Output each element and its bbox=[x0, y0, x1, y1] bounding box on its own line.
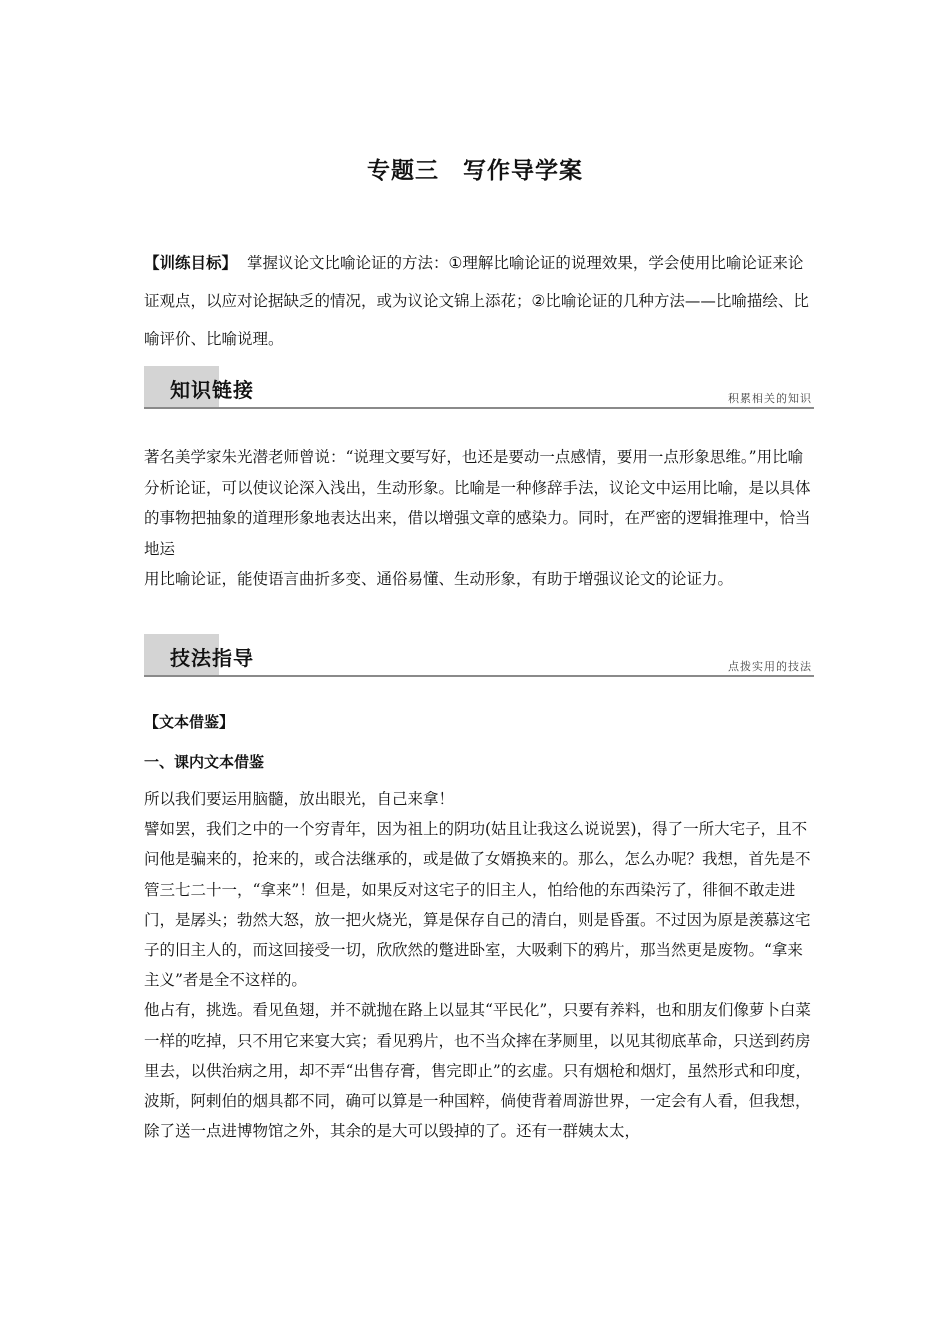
subsection-heading: 一、课内文本借鉴 bbox=[144, 753, 265, 771]
training-goal-tag: 【训练目标】 bbox=[144, 254, 238, 272]
page-title bbox=[0, 152, 950, 185]
section-divider bbox=[144, 407, 814, 409]
section-header-label: 知识链接 bbox=[170, 378, 254, 402]
excerpt-paragraph-1: 所以我们要运用脑髓，放出眼光，自己来拿！ bbox=[144, 790, 455, 808]
excerpt-text bbox=[144, 784, 814, 1146]
section-divider bbox=[144, 675, 814, 677]
excerpt-paragraph-2: 譬如罢，我们之中的一个穷青年，因为祖上的阴功(姑且让我这么说说罢)，得了一所大宅子，且不问他是骗来的，抢来的，或合法继承的，或是做了女婿换来的。那么，怎么办呢？我想，首先是不管三七二十一，“拿来”！但是，如果反对这宅子的旧主人，怕给他的东西染污了，徘徊不敢走进门，是孱头；勃然大怒，放一把火烧光，算是保存自己的清白，则是昏蛋。不过因为原是羡慕这宅子的旧主人的，而这回接受一切，欣欣然的蹩进卧室，大吸剩下的鸦片，那当然更是废物。“拿来主义”者是全不这样的。 bbox=[144, 820, 811, 990]
section-header-label: 技法指导 bbox=[170, 646, 254, 670]
section-header-hint: 点拨实用的技法 bbox=[728, 660, 812, 673]
section-header-knowledge bbox=[144, 366, 814, 410]
title-part-1: 专题三 bbox=[367, 158, 439, 184]
knowledge-paragraph-2: 用比喻论证，能使语言曲折多变、通俗易懂、生动形象，有助于增强议论文的论证力。 bbox=[144, 570, 734, 588]
training-goal-text: 掌握议论文比喻论证的方法：①理解比喻论证的说理效果，学会使用比喻论证来论证观点，以应对论据缺乏的情况，或为议论文锦上添花；②比喻论证的几种方法——比喻描绘、比喻评价、比喻说理。 bbox=[144, 254, 809, 348]
section-header-method bbox=[144, 634, 814, 678]
text-reference-tag: 【文本借鉴】 bbox=[144, 713, 235, 731]
training-goal bbox=[144, 244, 812, 358]
knowledge-paragraph-1: 著名美学家朱光潜老师曾说：“说理文要写好，也还是要动一点感情，要用一点形象思维。”用比喻分析论证，可以使议论深入浅出，生动形象。比喻是一种修辞手法，议论文中运用比喻，是以具体的事物把抽象的道理形象地表达出来，借以增强文章的感染力。同时，在严密的逻辑推理中，恰当地运 bbox=[144, 448, 811, 558]
excerpt-paragraph-3: 他占有，挑选。看见鱼翅，并不就抛在路上以显其“平民化”，只要有养料，也和朋友们像萝卜白菜一样的吃掉，只不用它来宴大宾；看见鸦片，也不当众摔在茅厕里，以见其彻底革命，只送到药房里去，以供治病之用，却不弄“出售存膏，售完即止”的玄虚。只有烟枪和烟灯，虽然形式和印度，波斯，阿剌伯的烟具都不同，确可以算是一种国粹，倘使背着周游世界，一定会有人看，但我想，除了送一点进博物馆之外，其余的是大可以毁掉的了。还有一群姨太太， bbox=[144, 1001, 811, 1141]
section-header-hint: 积累相关的知识 bbox=[728, 392, 812, 405]
knowledge-text bbox=[144, 442, 812, 595]
title-part-2: 写作导学案 bbox=[463, 158, 583, 184]
